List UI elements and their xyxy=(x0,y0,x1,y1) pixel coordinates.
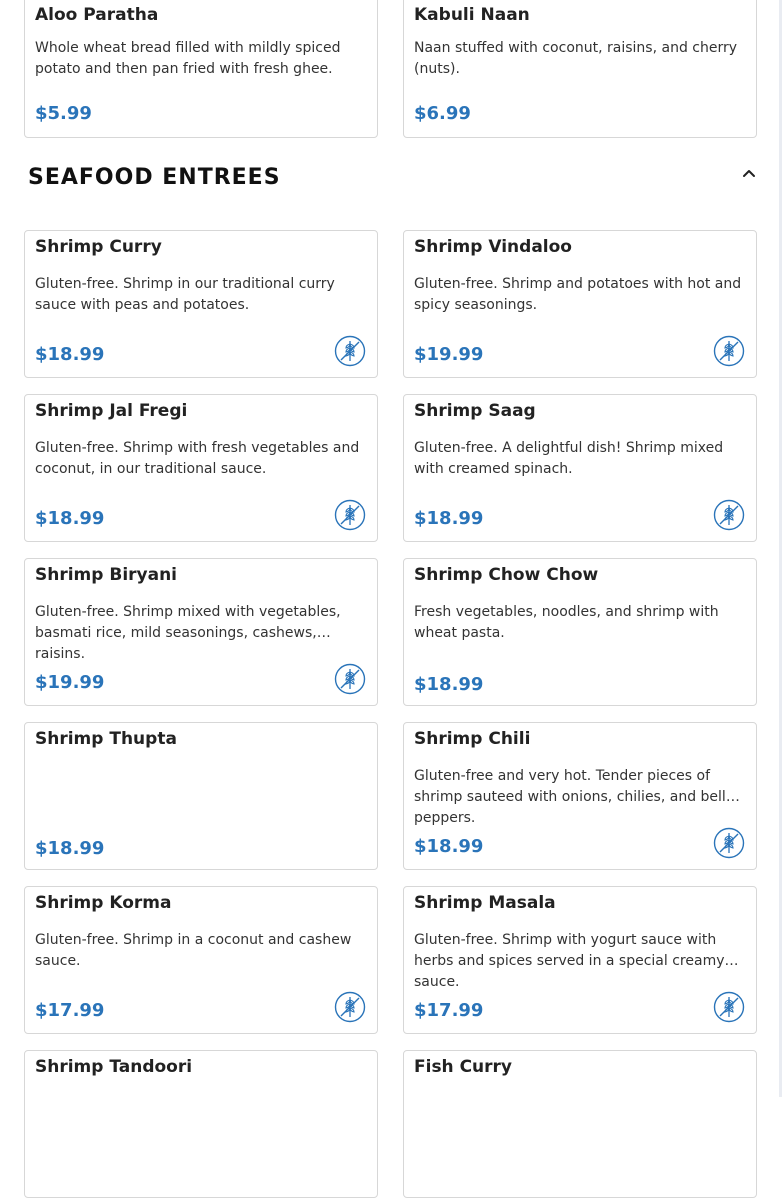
gluten-free-wheat-icon xyxy=(334,499,366,531)
item-price: $18.99 xyxy=(35,344,105,365)
item-description: Naan stuffed with coconut, raisins, and cherry (nuts). xyxy=(414,40,738,77)
item-name: Shrimp Curry xyxy=(35,237,162,257)
gluten-free-wheat-icon xyxy=(713,499,745,531)
menu-item-card[interactable] xyxy=(24,558,378,706)
menu-item-card[interactable] xyxy=(403,230,757,378)
menu-item-card[interactable] xyxy=(24,394,378,542)
gluten-free-wheat-icon xyxy=(713,827,745,859)
item-name: Shrimp Biryani xyxy=(35,565,178,585)
item-name: Shrimp Chili xyxy=(414,729,531,749)
collapse-section-button[interactable] xyxy=(736,160,762,186)
item-price: $18.99 xyxy=(35,508,105,529)
item-description: Gluten-free. Shrimp and potatoes with hot and spicy seasonings. xyxy=(414,276,742,313)
item-name: Shrimp Korma xyxy=(35,893,172,913)
item-price: $18.99 xyxy=(35,838,105,859)
menu-item-card[interactable] xyxy=(403,0,757,138)
item-description: Gluten-free. Shrimp with fresh vegetables and coconut, in our traditional sauce. xyxy=(35,440,360,477)
menu-item-card[interactable] xyxy=(24,722,378,870)
item-name: Shrimp Chow Chow xyxy=(414,565,599,585)
item-description: Whole wheat bread filled with mildly spiced potato and then pan fried with fresh ghee. xyxy=(35,40,341,77)
gluten-free-wheat-icon xyxy=(334,335,366,367)
item-price: $19.99 xyxy=(414,344,484,365)
item-name: Shrimp Masala xyxy=(414,893,556,913)
item-name: Fish Curry xyxy=(414,1057,513,1077)
item-description: Gluten-free. Shrimp in a coconut and cashew sauce. xyxy=(35,932,352,969)
item-description: Fresh vegetables, noodles, and shrimp with wheat pasta. xyxy=(414,604,719,641)
item-name: Kabuli Naan xyxy=(414,5,530,25)
item-description: Gluten-free. Shrimp with yogurt sauce with herbs and spices served in a special creamy sauce. xyxy=(414,932,725,990)
menu-item-card[interactable] xyxy=(24,0,378,138)
item-price: $5.99 xyxy=(35,103,92,124)
item-name: Shrimp Jal Fregi xyxy=(35,401,188,421)
item-description: Gluten-free. A delightful dish! Shrimp mixed with creamed spinach. xyxy=(414,440,724,477)
item-price: $17.99 xyxy=(414,1000,484,1021)
gluten-free-wheat-icon xyxy=(334,663,366,695)
item-price: $19.99 xyxy=(35,672,105,693)
item-description: Gluten-free. Shrimp in our traditional curry sauce with peas and potatoes. xyxy=(35,276,335,313)
section-title: SEAFOOD ENTREES xyxy=(28,165,281,190)
gluten-free-wheat-icon xyxy=(334,991,366,1023)
item-name: Shrimp Tandoori xyxy=(35,1057,193,1077)
menu-item-card[interactable] xyxy=(403,722,757,870)
item-name: Aloo Paratha xyxy=(35,5,159,25)
menu-item-card[interactable] xyxy=(403,886,757,1034)
item-description: Gluten-free and very hot. Tender pieces of shrimp sauteed with onions, chilies, and bell peppers. xyxy=(414,768,726,826)
item-name: Shrimp Vindaloo xyxy=(414,237,572,257)
menu-item-card[interactable] xyxy=(24,886,378,1034)
item-price: $18.99 xyxy=(414,674,484,695)
chevron-up-icon xyxy=(742,168,756,178)
item-name: Shrimp Saag xyxy=(414,401,536,421)
item-price: $18.99 xyxy=(414,836,484,857)
gluten-free-wheat-icon xyxy=(713,335,745,367)
menu-item-card[interactable] xyxy=(24,230,378,378)
item-price: $18.99 xyxy=(414,508,484,529)
menu-item-card[interactable] xyxy=(403,1050,757,1198)
item-price: $6.99 xyxy=(414,103,471,124)
menu-item-card[interactable] xyxy=(403,558,757,706)
menu-item-card[interactable] xyxy=(24,1050,378,1198)
gluten-free-wheat-icon xyxy=(713,991,745,1023)
menu-item-card[interactable] xyxy=(403,394,757,542)
item-description: Gluten-free. Shrimp mixed with vegetables, basmati rice, mild seasonings, cashews, raisins. xyxy=(35,604,341,662)
item-price: $17.99 xyxy=(35,1000,105,1021)
item-name: Shrimp Thupta xyxy=(35,729,177,749)
